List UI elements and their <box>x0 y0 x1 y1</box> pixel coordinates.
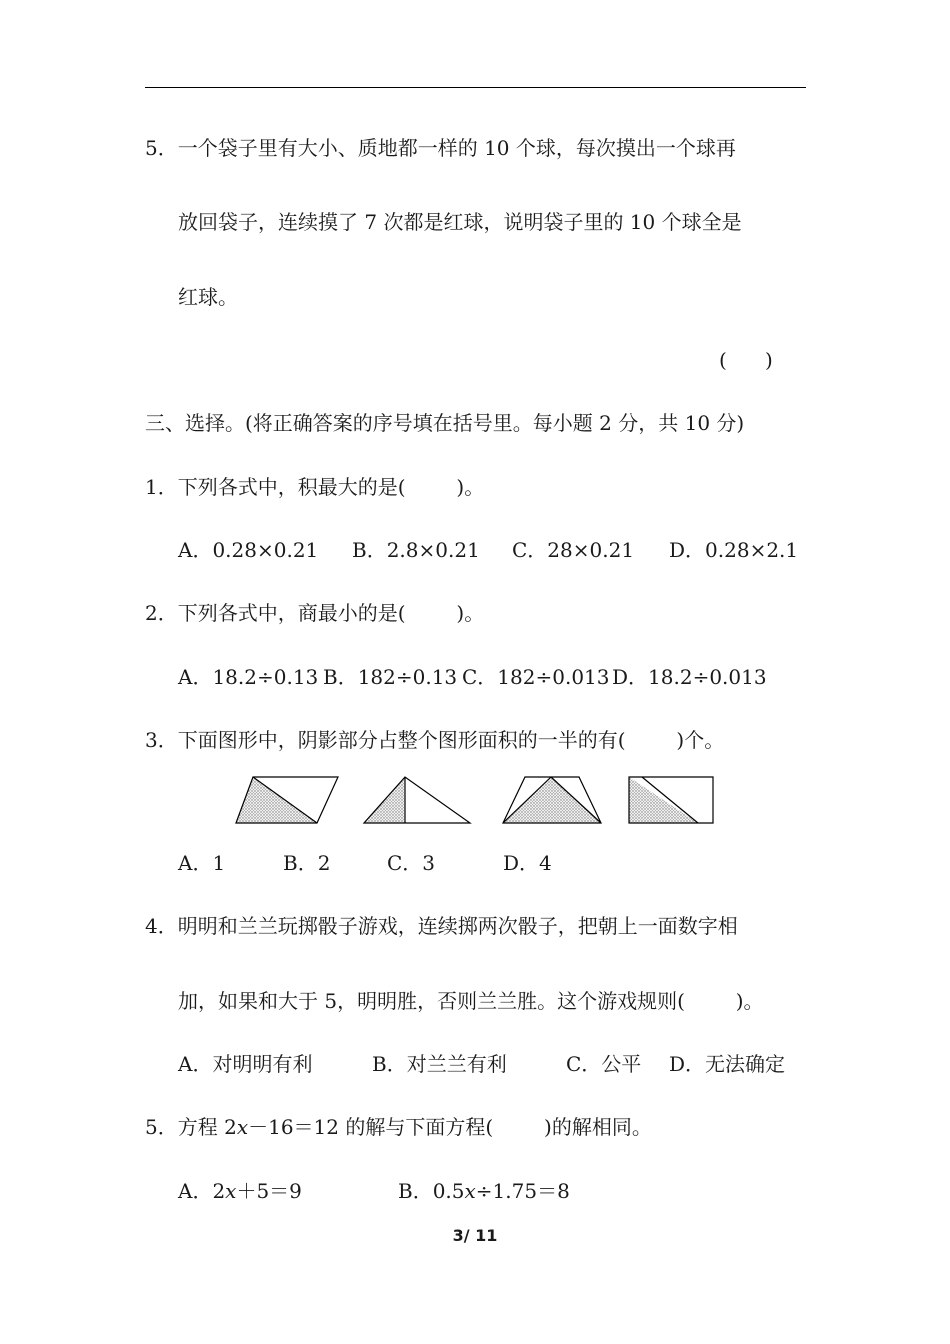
q4-line2: 加，如果和大于 5，明明胜，否则兰兰胜。这个游戏规则( )。 <box>178 989 764 1013</box>
q3-option-b: B．2 <box>283 851 331 875</box>
page-number: 3/ 11 <box>452 1226 498 1245</box>
judge-q5-line2: 放回袋子，连续摸了 7 次都是红球，说明袋子里的 10 个球全是 <box>178 210 742 234</box>
q4-option-c: C．公平 <box>566 1052 642 1076</box>
figure-triangle <box>364 777 470 823</box>
q4-option-a: A．对明明有利 <box>178 1052 313 1076</box>
judge-q5-answer-paren: ( ) <box>719 348 773 372</box>
q1-option-b: B．2.8×0.21 <box>352 538 480 562</box>
q5-option-b: B．0.5x÷1.75＝8 <box>398 1179 570 1203</box>
q2-stem: 2．下列各式中，商最小的是( )。 <box>145 601 485 625</box>
q5-option-a: A．2x＋5＝9 <box>178 1179 302 1203</box>
figure-rectangle <box>629 777 713 823</box>
q2-option-b: B．182÷0.13 <box>323 665 458 689</box>
q3-option-d: D．4 <box>503 851 552 875</box>
q3-figures <box>230 772 730 828</box>
judge-q5-line3: 红球。 <box>178 285 238 309</box>
q1-option-a: A．0.28×0.21 <box>178 538 319 562</box>
q4-line1: 4．明明和兰兰玩掷骰子游戏，连续掷两次骰子，把朝上一面数字相 <box>145 914 738 938</box>
q5-variable-x: x <box>236 1115 249 1139</box>
q5-stem: 5．方程 2x－16＝12 的解与下面方程( )的解相同。 <box>145 1115 652 1139</box>
q2-option-d: D．18.2÷0.013 <box>612 665 767 689</box>
header-rule <box>145 87 806 88</box>
q4-option-b: B．对兰兰有利 <box>372 1052 507 1076</box>
q4-option-d: D．无法确定 <box>669 1052 786 1076</box>
q3-stem: 3．下面图形中，阴影部分占整个图形面积的一半的有( )个。 <box>145 728 725 752</box>
judge-q5-line1: 5．一个袋子里有大小、质地都一样的 10 个球，每次摸出一个球再 <box>145 136 736 160</box>
q2-option-c: C．182÷0.013 <box>462 665 610 689</box>
q3-option-c: C．3 <box>387 851 436 875</box>
q1-stem: 1．下列各式中，积最大的是( )。 <box>145 475 485 499</box>
section-3-title: 三、选择。(将正确答案的序号填在括号里。每小题 2 分，共 10 分) <box>145 411 745 435</box>
q1-option-c: C．28×0.21 <box>512 538 635 562</box>
q3-option-a: A．1 <box>178 851 226 875</box>
figure-trapezoid <box>503 777 601 823</box>
q2-option-a: A．18.2÷0.13 <box>178 665 319 689</box>
figure-parallelogram <box>236 777 338 823</box>
q1-option-d: D．0.28×2.1 <box>669 538 799 562</box>
